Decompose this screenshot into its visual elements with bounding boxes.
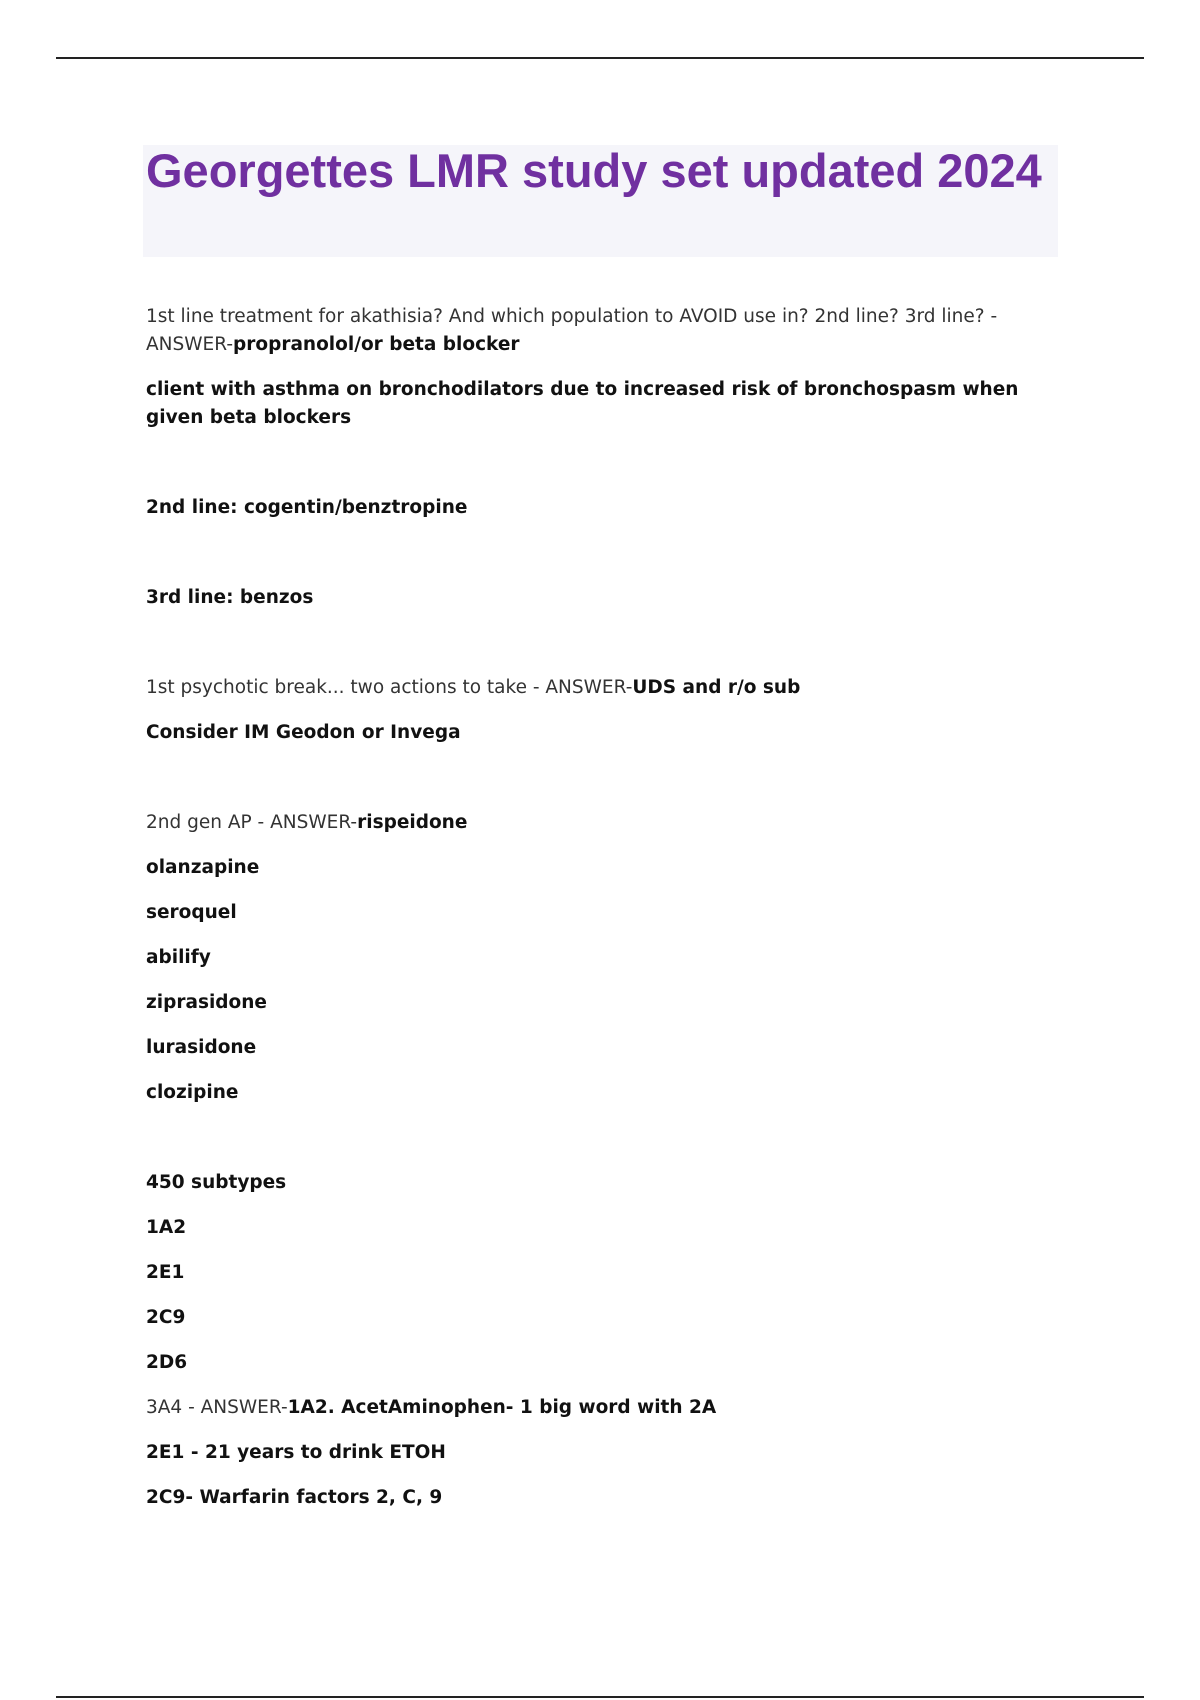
qa-card [146,809,1046,1377]
answer-line: seroquel [146,902,237,923]
document-content [146,303,1046,1512]
question-text: 1st psychotic break... two actions to take - [146,677,546,698]
answer-text: propranolol/or beta blocker [233,334,520,355]
qa-card [146,303,1046,612]
header-rule [56,57,1144,59]
answer-line: 2E1 - 21 years to drink ETOH [146,1442,446,1463]
answer-line: 2E1 [146,1262,185,1283]
question-text: 1st line treatment for akathisia? And which population to AVOID use in? 2nd line? 3rd line? - [146,306,998,327]
answer-tag: ANSWER- [146,334,233,355]
answer-line: 450 subtypes [146,1172,287,1193]
answer-line: lurasidone [146,1037,257,1058]
answer-line: olanzapine [146,857,260,878]
answer-text: UDS and r/o sub [632,677,801,698]
answer-text: rispeidone [357,812,468,833]
answer-line: 2D6 [146,1352,188,1373]
qa-question-line [146,809,1046,837]
document-title: Georgettes LMR study set updated 2024 [146,144,1042,197]
qa-card [146,1394,1046,1512]
qa-question-line [146,303,1046,359]
answer-line: 2C9- Warfarin factors 2, C, 9 [146,1487,443,1508]
qa-question-line [146,674,1046,702]
footer-rule [56,1696,1144,1698]
question-text: 2nd gen AP - [146,812,271,833]
answer-text: 1A2. AcetAminophen- 1 big word with 2A [287,1397,717,1418]
answer-line: 2C9 [146,1307,186,1328]
qa-card [146,674,1046,747]
answer-tag: ANSWER- [270,812,358,833]
answer-tag: ANSWER- [200,1397,288,1418]
question-text: 3A4 - [146,1397,201,1418]
answer-line: ziprasidone [146,992,267,1013]
answer-line: client with asthma on bronchodilators due to increased risk of bronchospasm when given beta blockers [146,379,1019,428]
answer-line: 2nd line: cogentin/benztropine [146,497,468,518]
answer-line: 3rd line: benzos [146,587,314,608]
answer-line: abilify [146,947,211,968]
answer-line: Consider IM Geodon or Invega [146,722,461,743]
answer-tag: ANSWER- [545,677,633,698]
answer-line: clozipine [146,1082,239,1103]
qa-question-line [146,1394,1046,1422]
answer-line: 1A2 [146,1217,187,1238]
